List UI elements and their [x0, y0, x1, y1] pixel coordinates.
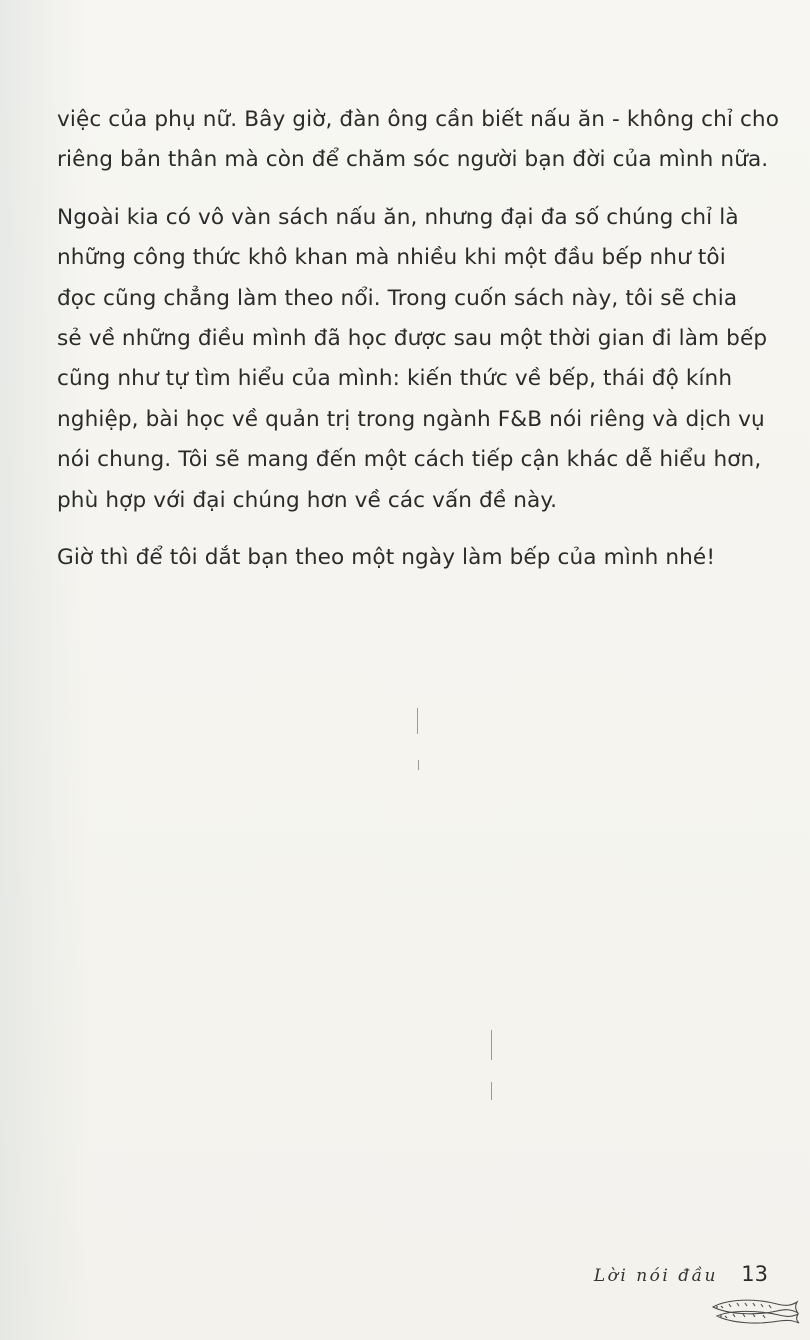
scan-mark: [491, 1030, 492, 1060]
fish-icon: [707, 1296, 802, 1324]
paragraph-3: Giờ thì để tôi dắt bạn theo một ngày làm bếp của mình nhé!: [57, 545, 716, 571]
fish-eye: [716, 1306, 718, 1308]
page-footer: [0, 1262, 810, 1292]
page-number: 13: [741, 1262, 768, 1286]
scan-mark: [417, 708, 418, 734]
running-head: Lời nói đầu: [593, 1266, 718, 1286]
paragraph-2: Ngoài kia có vô vàn sách nấu ăn, nhưng đại đa số chúng chỉ là những công thức khô khan mà nhiều khi một đầu bếp như tôi đọc cũng chẳng làm theo nổi. Trong cuốn sách này, tôi sẽ chia sẻ về những điều mình đã học được sau một thời gian đi làm bếp cũng như tự tìm hiểu của mình: kiến thức về bếp, thái độ kính nghiệp, bài học về quản trị trong ngành F&B nói riêng và dịch vụ nói chung. Tôi sẽ mang đến một cách tiếp cận khác dễ hiểu hơn, phù hợp với đại chúng hơn về các vấn đề này.: [57, 204, 768, 513]
scan-mark: [418, 760, 419, 770]
scan-mark: [491, 1082, 492, 1100]
paragraph-1: việc của phụ nữ. Bây giờ, đàn ông cần biết nấu ăn - không chỉ cho riêng bản thân mà còn để chăm sóc người bạn đời của mình nữa.: [57, 107, 780, 173]
fish-eye: [720, 1315, 722, 1317]
body-text: [57, 100, 787, 595]
